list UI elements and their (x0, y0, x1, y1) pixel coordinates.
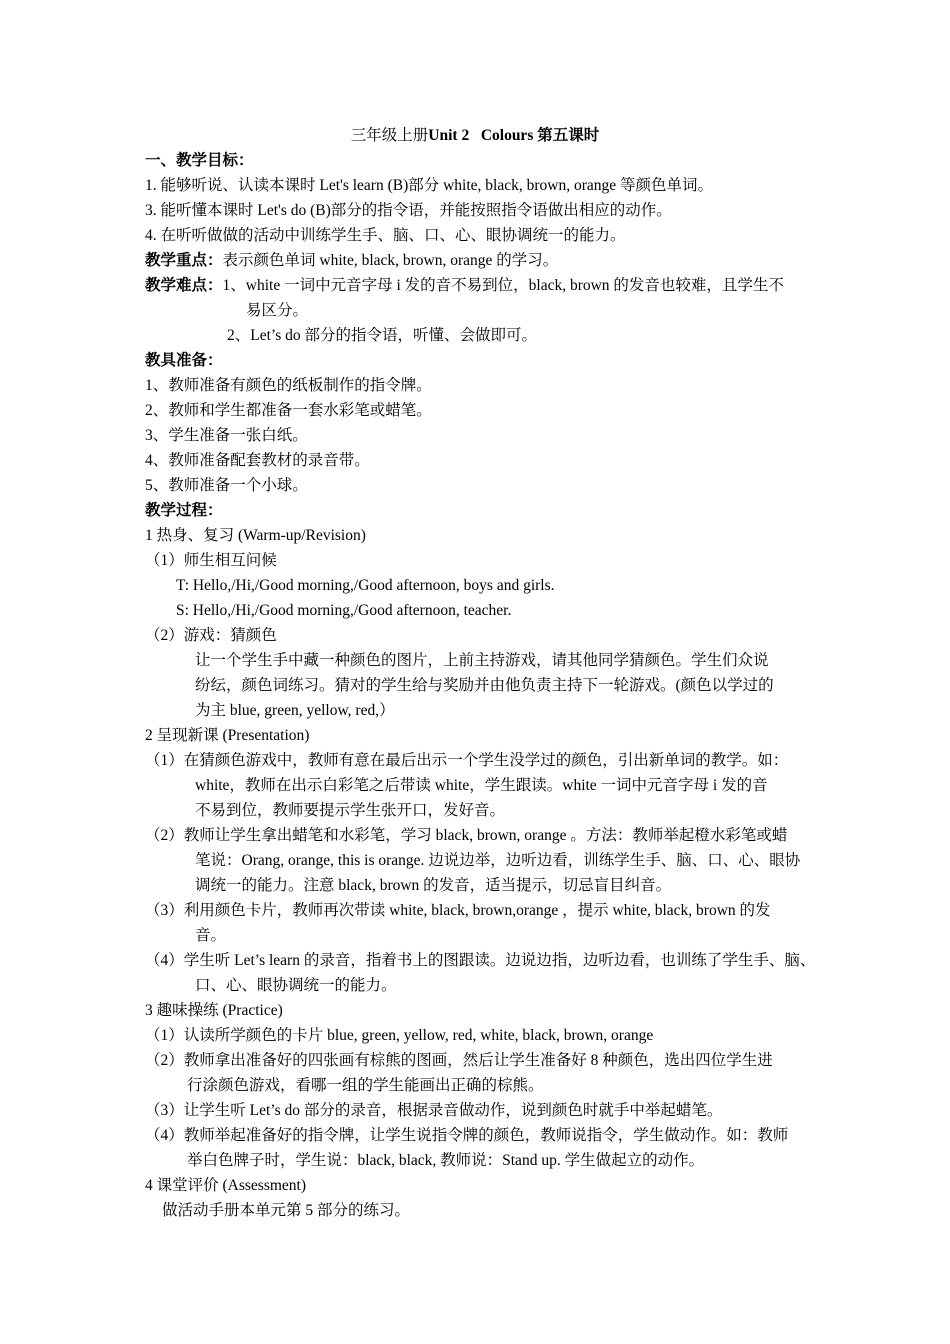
materials-heading: 教具准备： (145, 352, 223, 369)
material-item: 3、学生准备一张白纸。 (145, 427, 308, 444)
section-2-step-4: （4）学生听 Let’s learn 的录音，指着书上的图跟读。边说边指，边听边看，也训练了学生手、脑、 (145, 952, 816, 969)
section-3-step-1: （1）认读所学颜色的卡片 blue, green, yellow, red, white, black, brown, orange (145, 1027, 654, 1044)
section-3-step-2: （2）教师拿出准备好的四张画有棕熊的图画，然后让学生准备好 8 种颜色，选出四位学生进 (145, 1052, 773, 1069)
title-prefix: 三年级上册 (350, 127, 429, 144)
section-1-step-1: （1）师生相互问候 (145, 552, 277, 569)
process-heading: 教学过程： (145, 502, 223, 519)
difficulty-item-1: 1、white 一词中元音字母 i 发的音不易到位，black, brown 的发音也较难，且学生不 (222, 277, 784, 294)
game-description: 让一个学生手中藏一种颜色的图片，上前主持游戏，请其他同学猜颜色。学生们众说 (195, 652, 769, 669)
student-greeting: S: Hello,/Hi,/Good morning,/Good afternoon, teacher. (176, 602, 512, 619)
section-2-step-3-cont: 音。 (195, 927, 227, 944)
game-description: 纷纭，颜色词练习。猜对的学生给与奖励并由他负责主持下一轮游戏。(颜色以学过的 (195, 677, 774, 694)
key-points-label: 教学重点： (145, 252, 223, 269)
material-item: 1、教师准备有颜色的纸板制作的指令牌。 (145, 377, 432, 394)
section-3-step-2-cont: 行涂颜色游戏，看哪一组的学生能画出正确的棕熊。 (187, 1077, 544, 1094)
section-2-step-1-cont: 不易到位，教师要提示学生张开口，发好音。 (195, 802, 506, 819)
key-points (145, 251, 558, 271)
title-bold: Unit 2 Colours 第五课时 (428, 127, 600, 144)
material-item: 2、教师和学生都准备一套水彩笔或蜡笔。 (145, 402, 432, 419)
section-1-step-2: （2）游戏：猜颜色 (145, 627, 277, 644)
section-3-step-4: （4）教师举起准备好的指令牌，让学生说指令牌的颜色，教师说指令，学生做动作。如：教师 (145, 1127, 789, 1144)
section-2-step-2-cont: 调统一的能力。注意 black, brown 的发音，适当提示，切忌盲目纠音。 (195, 877, 672, 894)
section-2-step-1: （1）在猜颜色游戏中，教师有意在最后出示一个学生没学过的颜色，引出新单词的教学。如： (145, 752, 789, 769)
difficulties (145, 276, 784, 296)
difficulty-item-1-cont: 易区分。 (246, 302, 309, 319)
teacher-greeting: T: Hello,/Hi,/Good morning,/Good afternoon, boys and girls. (176, 577, 555, 594)
material-item: 4、教师准备配套教材的录音带。 (145, 452, 370, 469)
material-item: 5、教师准备一个小球。 (145, 477, 308, 494)
page-title (0, 126, 950, 146)
objectives-heading: 一、教学目标： (145, 152, 254, 169)
section-2-step-2-cont: 笔说：Orang, orange, this is orange. 边说边举，边听边看，训练学生手、脑、口、心、眼协 (195, 852, 801, 869)
section-2-step-2: （2）教师让学生拿出蜡笔和水彩笔，学习 black, brown, orange 。方法：教师举起橙水彩笔或蜡 (145, 827, 788, 844)
objective-item: 1. 能够听说、认读本课时 Let's learn (B)部分 white, black, brown, orange 等颜色单词。 (145, 177, 714, 194)
game-description: 为主 blue, green, yellow, red,） (195, 702, 395, 719)
section-4-title: 4 课堂评价 (Assessment) (145, 1177, 307, 1194)
section-1-title: 1 热身、复习 (Warm-up/Revision) (145, 527, 366, 544)
section-3-step-4-cont: 举白色牌子时，学生说：black, black, 教师说：Stand up. 学生做起立的动作。 (187, 1152, 705, 1169)
section-2-step-4-cont: 口、心、眼协调统一的能力。 (195, 977, 397, 994)
section-3-title: 3 趣味操练 (Practice) (145, 1002, 283, 1019)
objective-item: 4. 在听听做做的活动中训练学生手、脑、口、心、眼协调统一的能力。 (145, 227, 626, 244)
section-4-step-1: 做活动手册本单元第 5 部分的练习。 (162, 1202, 411, 1219)
section-2-step-1-cont: white，教师在出示白彩笔之后带读 white，学生跟读。white 一词中元音字母 i 发的音 (195, 777, 768, 794)
difficulty-item-2: 2、Let’s do 部分的指令语，听懂、会做即可。 (227, 327, 537, 344)
section-2-step-3: （3）利用颜色卡片，教师再次带读 white, black, brown,orange ，提示 white, black, brown 的发 (145, 902, 771, 919)
objective-item: 3. 能听懂本课时 Let's do (B)部分的指令语，并能按照指令语做出相应的动作。 (145, 202, 672, 219)
section-3-step-3: （3）让学生听 Let’s do 部分的录音，根据录音做动作，说到颜色时就手中举起蜡笔。 (145, 1102, 723, 1119)
key-points-text: 表示颜色单词 white, black, brown, orange 的学习。 (222, 252, 559, 269)
section-2-title: 2 呈现新课 (Presentation) (145, 727, 310, 744)
difficulties-label: 教学难点： (145, 277, 223, 294)
